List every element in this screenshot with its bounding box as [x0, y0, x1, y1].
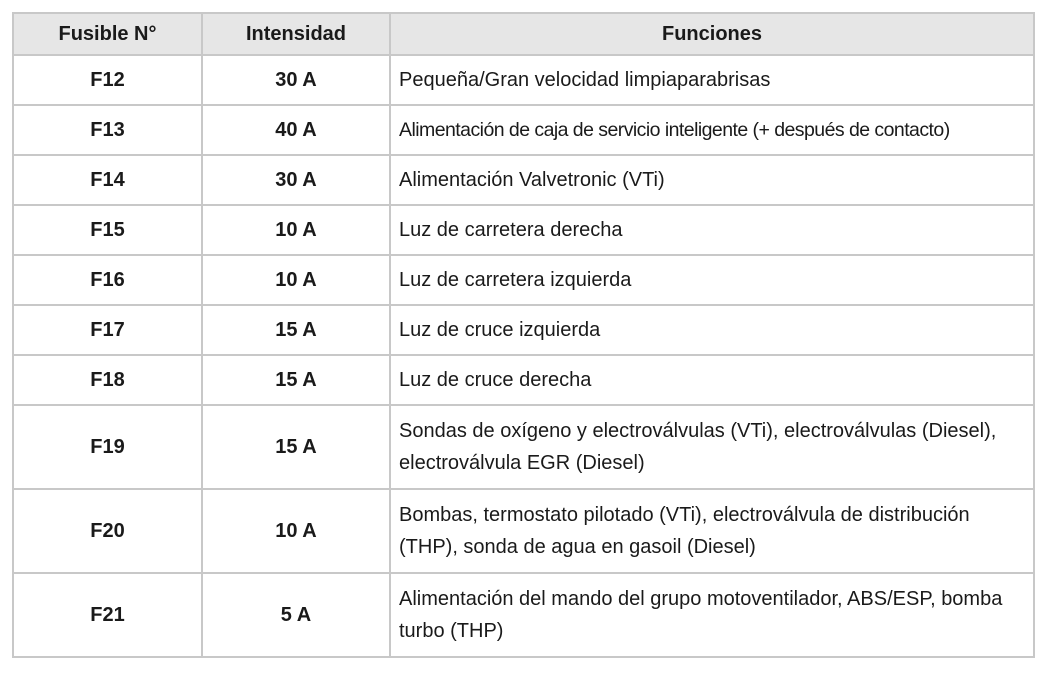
fuse-number-cell: F13	[13, 105, 202, 155]
table-row	[13, 55, 1034, 105]
functions-cell: Luz de carretera izquierda	[390, 255, 1034, 305]
fuse-table	[12, 12, 1035, 658]
amperage-cell: 40 A	[202, 105, 390, 155]
functions-cell: Sondas de oxígeno y electroválvulas (VTi), electroválvulas (Diesel), electroválvula EGR (Diesel)	[390, 405, 1034, 489]
functions-cell: Bombas, termostato pilotado (VTi), electroválvula de distribución (THP), sonda de agua en gasoil (Diesel)	[390, 489, 1034, 573]
table-row	[13, 305, 1034, 355]
functions-cell: Alimentación de caja de servicio inteligente (+ después de contacto)	[390, 105, 1034, 155]
amperage-cell: 10 A	[202, 489, 390, 573]
functions-cell: Alimentación Valvetronic (VTi)	[390, 155, 1034, 205]
functions-cell: Luz de cruce izquierda	[390, 305, 1034, 355]
fuse-number-cell: F20	[13, 489, 202, 573]
fuse-number-cell: F17	[13, 305, 202, 355]
amperage-cell: 10 A	[202, 205, 390, 255]
table-row	[13, 355, 1034, 405]
amperage-cell: 15 A	[202, 305, 390, 355]
fuse-number-cell: F14	[13, 155, 202, 205]
amperage-cell: 15 A	[202, 405, 390, 489]
table-row	[13, 489, 1034, 573]
functions-cell: Pequeña/Gran velocidad limpiaparabrisas	[390, 55, 1034, 105]
fuse-number-cell: F21	[13, 573, 202, 657]
header-fuse-number: Fusible N°	[13, 13, 202, 55]
amperage-cell: 10 A	[202, 255, 390, 305]
fuse-number-cell: F18	[13, 355, 202, 405]
fuse-number-cell: F12	[13, 55, 202, 105]
amperage-cell: 30 A	[202, 55, 390, 105]
table-row	[13, 573, 1034, 657]
functions-cell: Luz de cruce derecha	[390, 355, 1034, 405]
amperage-cell: 30 A	[202, 155, 390, 205]
table-row	[13, 205, 1034, 255]
functions-cell: Luz de carretera derecha	[390, 205, 1034, 255]
fuse-number-cell: F16	[13, 255, 202, 305]
header-amperage: Intensidad	[202, 13, 390, 55]
table-row	[13, 105, 1034, 155]
functions-cell: Alimentación del mando del grupo motoventilador, ABS/ESP, bomba turbo (THP)	[390, 573, 1034, 657]
table-row	[13, 155, 1034, 205]
amperage-cell: 5 A	[202, 573, 390, 657]
table-row	[13, 255, 1034, 305]
fuse-number-cell: F19	[13, 405, 202, 489]
header-functions: Funciones	[390, 13, 1034, 55]
table-row	[13, 405, 1034, 489]
header-row	[13, 13, 1034, 55]
amperage-cell: 15 A	[202, 355, 390, 405]
fuse-number-cell: F15	[13, 205, 202, 255]
